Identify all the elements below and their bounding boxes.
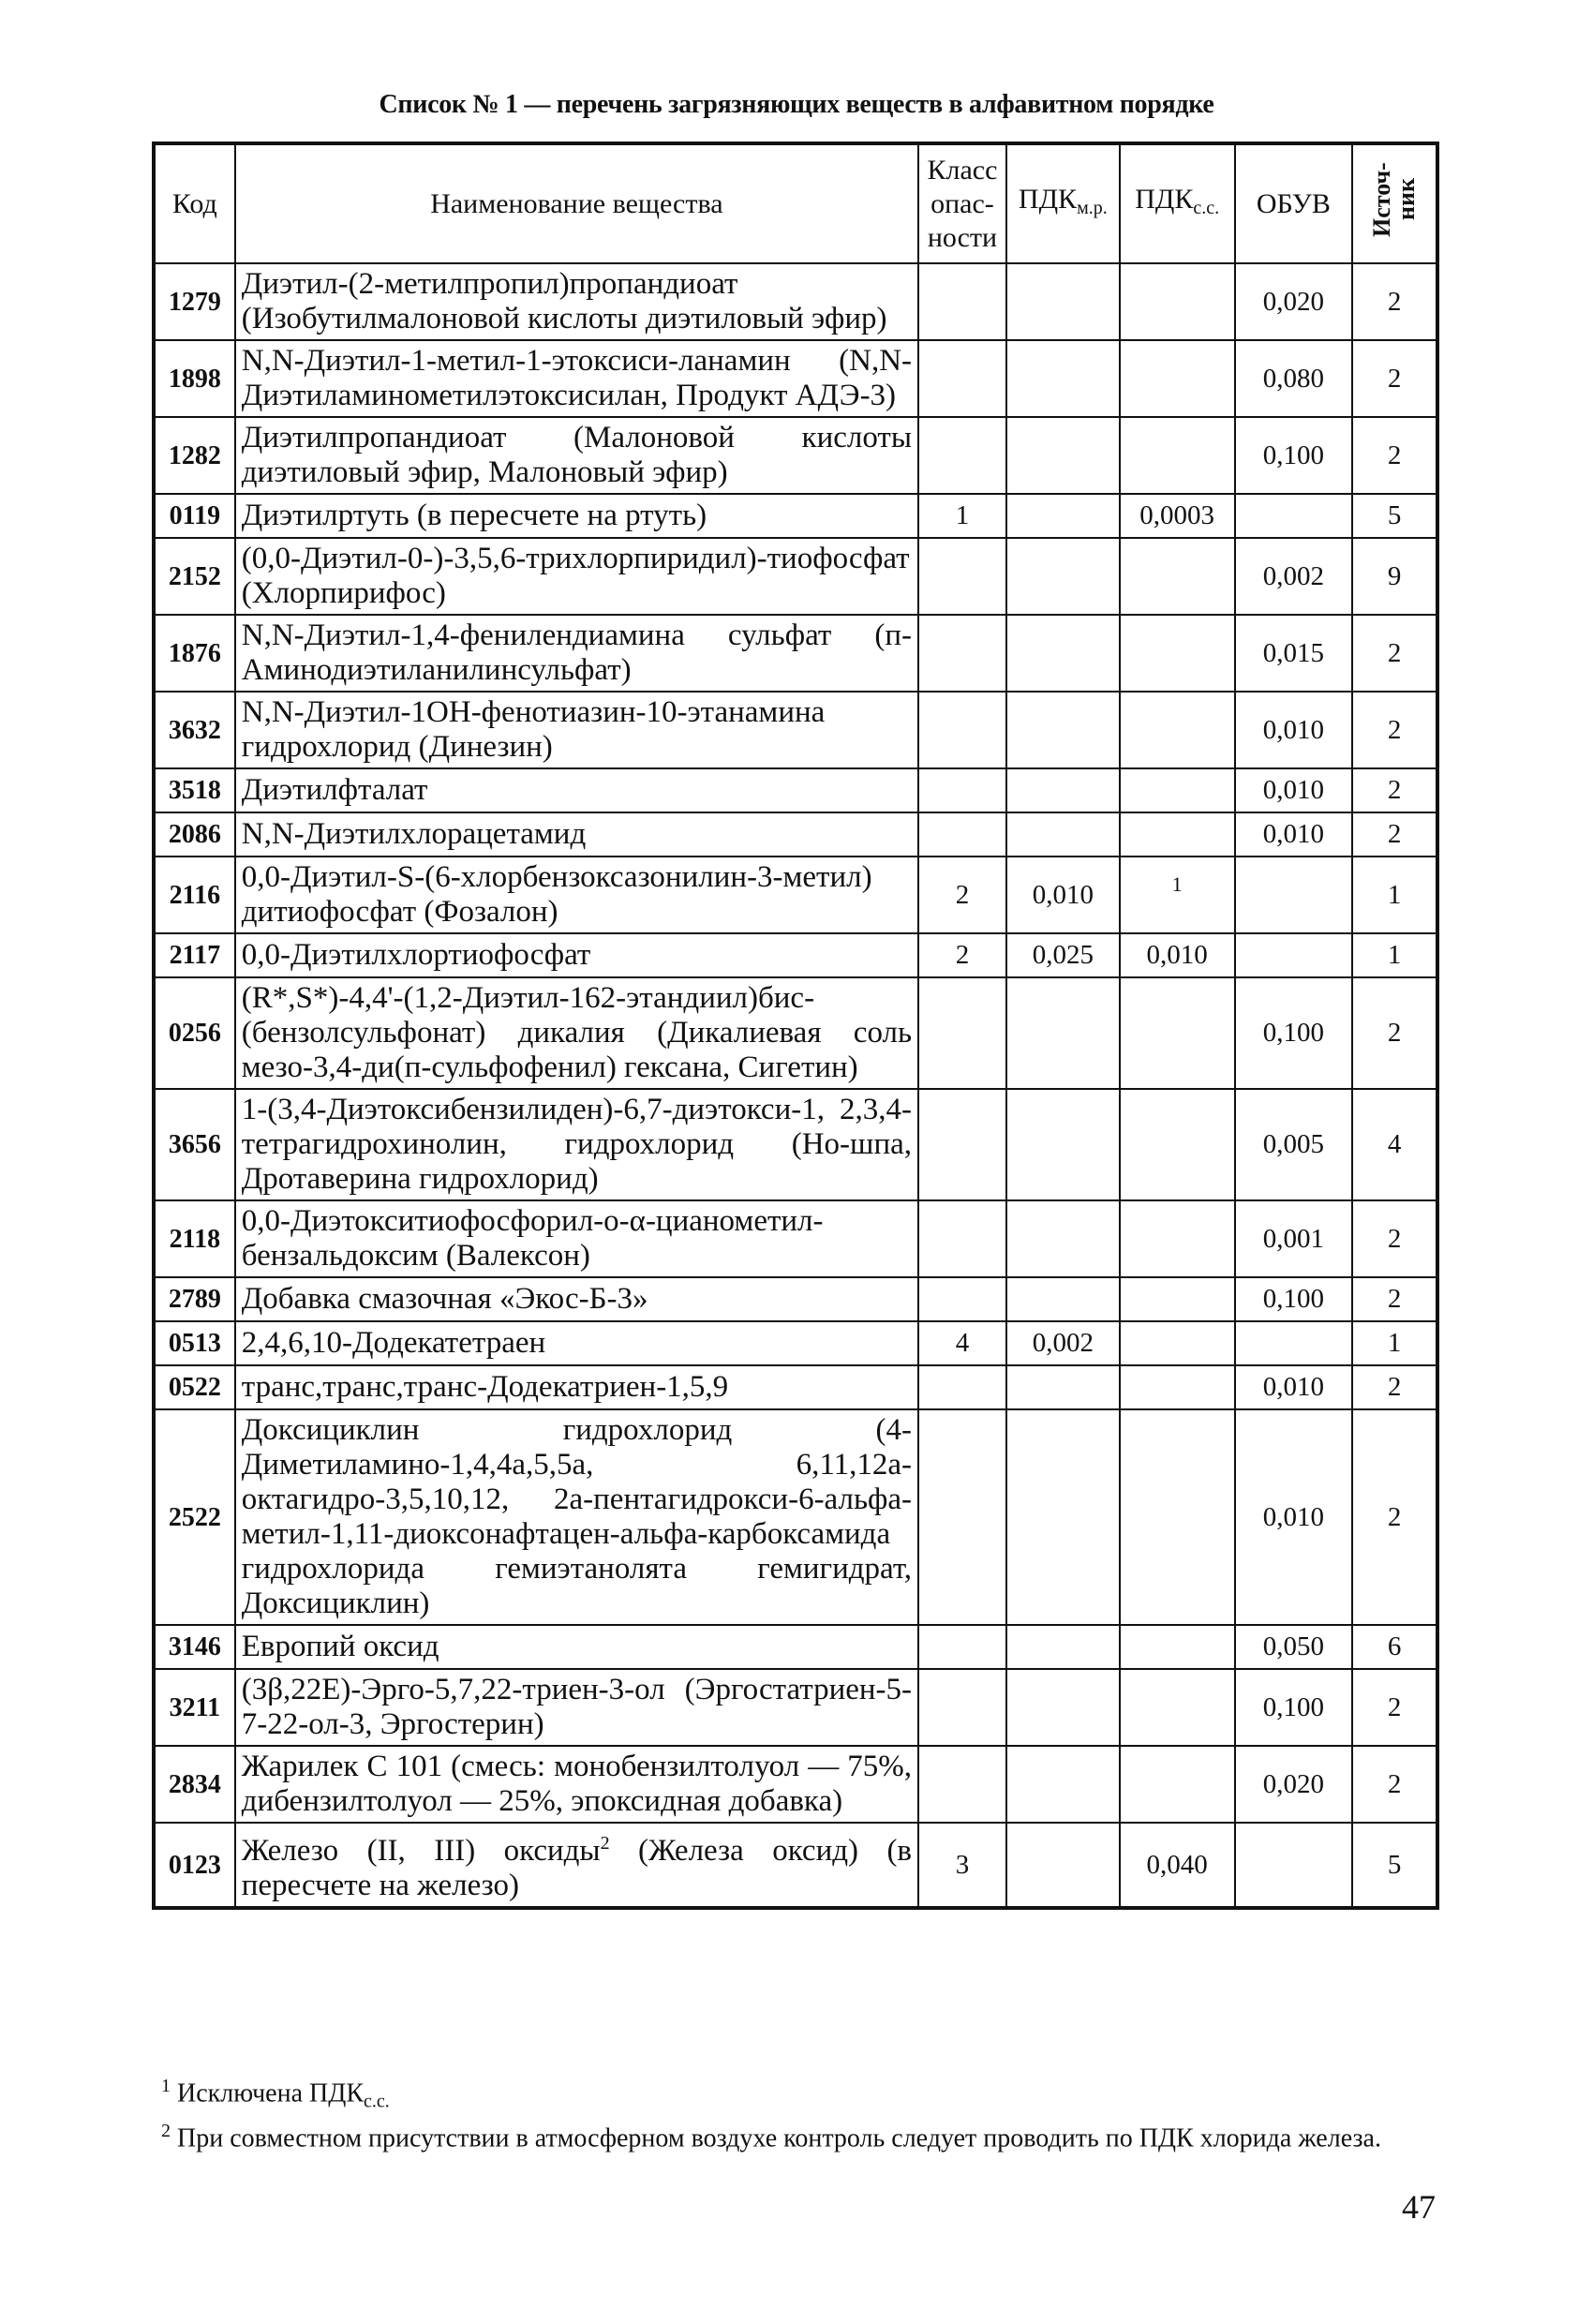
cell-code: 0119 [154,494,235,538]
footnote-1 [161,2071,1437,2116]
cell-pdk-mr [1006,494,1120,538]
cell-obuv: 0,100 [1235,417,1353,494]
cell-hazard-class [918,812,1006,857]
cell-source: 2 [1352,977,1437,1089]
cell-name-text: (Железа оксид) (в пересчете на железо) [241,1834,913,1902]
cell-name: 0,0-Диэтокситиофосфорил-о-α-цианометил-бензальдоксим (Валексон) [235,1200,918,1277]
cell-code: 2117 [154,933,235,977]
header-source-label: Источ-ник [1368,162,1421,237]
cell-hazard-class [918,538,1006,615]
cell-hazard-class [918,1409,1006,1625]
cell-name: (0,0-Диэтил-0-)-3,5,6-трихлорпиридил)-тиофосфат (Хлорпирифос) [235,538,918,615]
cell-pdk-mr: 0,025 [1006,933,1120,977]
footnote-2 [161,2116,1437,2153]
cell-obuv: 0,100 [1235,1669,1353,1746]
cell-name: N,N-Диэтил-1-метил-1-этоксиси-ланамин (N,N-Диэтиламинометилэтоксисилан, Продукт АДЭ-3) [235,340,918,417]
cell-hazard-class: 3 [918,1823,1006,1908]
table-row [154,1089,1437,1200]
cell-source: 2 [1352,768,1437,812]
cell-pdk-ss [1120,1365,1235,1409]
cell-hazard-class [918,263,1006,340]
cell-source: 2 [1352,1200,1437,1277]
cell-name: Жарилек С 101 (смесь: монобензилтолуол — 75%, дибензилтолуол — 25%, эпоксидная добавка) [235,1746,918,1823]
cell-code: 3211 [154,1669,235,1746]
pollutants-table [152,142,1439,1910]
cell-name: 1-(3,4-Диэтоксибензилиден)-6,7-диэтокси-1, 2,3,4-тетрагидрохинолин, гидрохлорид (Но-шпа, Дротаверина гидрохлорид) [235,1089,918,1200]
table-row [154,417,1437,494]
header-pdk-mr-label: ПДК [1018,184,1078,215]
page-number: 47 [1402,2188,1436,2226]
cell-code: 2118 [154,1200,235,1277]
cell-code: 1279 [154,263,235,340]
cell-name: 2,4,6,10-Додекатетраен [235,1321,918,1365]
cell-pdk-mr: 0,010 [1006,857,1120,933]
cell-pdk-mr [1006,1089,1120,1200]
cell-source: 2 [1352,417,1437,494]
cell-code: 1282 [154,417,235,494]
cell-pdk-ss [1120,1746,1235,1823]
table-row [154,812,1437,857]
cell-obuv: 0,001 [1235,1200,1353,1277]
cell-code: 2116 [154,857,235,933]
table-row [154,1669,1437,1746]
cell-pdk-ss: 1 [1120,857,1235,933]
cell-obuv: 0,100 [1235,1277,1353,1321]
cell-name: (3β,22E)-Эрго-5,7,22-триен-3-ол (Эргостатриен-5-7-22-ол-3, Эргостерин) [235,1669,918,1746]
footnote-text: При совместном присутствии в атмосферном воздухе контроль следует проводить по ПДК хлорида железа. [177,2123,1381,2153]
cell-pdk-ss [1120,1625,1235,1669]
cell-obuv: 0,010 [1235,1409,1353,1625]
cell-pdk-ss [1120,1277,1235,1321]
cell-hazard-class [918,692,1006,768]
cell-obuv [1235,1823,1353,1908]
cell-source: 5 [1352,1823,1437,1908]
table-row [154,1823,1437,1908]
table-row [154,1365,1437,1409]
cell-name: Диэтилпропандиоат (Малоновой кислоты диэтиловый эфир, Малоновый эфир) [235,417,918,494]
cell-code: 2522 [154,1409,235,1625]
cell-pdk-ss: 0,0003 [1120,494,1235,538]
table-row [154,1409,1437,1625]
cell-obuv: 0,015 [1235,615,1353,692]
cell-hazard-class [918,1277,1006,1321]
cell-pdk-ss [1120,692,1235,768]
cell-name: Диэтилртуть (в пересчете на ртуть) [235,494,918,538]
cell-pdk-ss [1120,417,1235,494]
table-row [154,857,1437,933]
cell-pdk-mr: 0,002 [1006,1321,1120,1365]
cell-pdk-mr [1006,1200,1120,1277]
cell-obuv: 0,002 [1235,538,1353,615]
cell-obuv: 0,050 [1235,1625,1353,1669]
header-code: Код [154,143,235,263]
cell-pdk-ss [1120,1200,1235,1277]
cell-pdk-ss [1120,1669,1235,1746]
cell-obuv: 0,010 [1235,768,1353,812]
cell-pdk-mr [1006,263,1120,340]
cell-pdk-ss: 0,010 [1120,933,1235,977]
cell-name: N,N-Диэтил-1ОН-фенотиазин-10-этанамина гидрохлорид (Динезин) [235,692,918,768]
cell-source: 2 [1352,812,1437,857]
cell-code: 3518 [154,768,235,812]
cell-obuv [1235,857,1353,933]
cell-hazard-class [918,1625,1006,1669]
footnote-sub: с.с. [364,2091,390,2112]
cell-code: 3146 [154,1625,235,1669]
cell-obuv [1235,933,1353,977]
cell-pdk-ss [1120,615,1235,692]
cell-pdk-ss [1120,263,1235,340]
cell-pdk-mr [1006,977,1120,1089]
page-title: Список № 1 — перечень загрязняющих веществ в алфавитном порядке [379,90,1214,119]
cell-source: 1 [1352,1321,1437,1365]
cell-pdk-mr [1006,1277,1120,1321]
cell-obuv: 0,010 [1235,692,1353,768]
cell-pdk-mr [1006,1409,1120,1625]
cell-obuv [1235,494,1353,538]
cell-code: 1876 [154,615,235,692]
cell-pdk-ss [1120,538,1235,615]
cell-hazard-class [918,340,1006,417]
cell-pdk-ss [1120,1089,1235,1200]
cell-hazard-class: 4 [918,1321,1006,1365]
table-header-row [154,143,1437,263]
table-row [154,933,1437,977]
cell-code: 3656 [154,1089,235,1200]
cell-hazard-class [918,1200,1006,1277]
cell-name: транс,транс,транс-Додекатриен-1,5,9 [235,1365,918,1409]
cell-pdk-mr [1006,768,1120,812]
cell-hazard-class: 2 [918,857,1006,933]
cell-pdk-mr [1006,1625,1120,1669]
table-row [154,340,1437,417]
cell-pdk-mr [1006,1746,1120,1823]
cell-pdk-mr [1006,1823,1120,1908]
footnote-ref: 2 [600,1833,610,1854]
cell-pdk-ss: 0,040 [1120,1823,1235,1908]
cell-obuv: 0,010 [1235,812,1353,857]
cell-pdk-ss [1120,768,1235,812]
cell-obuv: 0,020 [1235,263,1353,340]
cell-name: N,N-Диэтил-1,4-фенилендиамина сульфат (п-Аминодиэтиланилинсульфат) [235,615,918,692]
cell-code: 2789 [154,1277,235,1321]
cell-name: 0,0-Диэтил-S-(6-хлорбензоксазонилин-3-метил) дитиофосфат (Фозалон) [235,857,918,933]
cell-pdk-mr [1006,340,1120,417]
cell-code: 0123 [154,1823,235,1908]
cell-code: 2086 [154,812,235,857]
cell-name: Доксициклин гидрохлорид (4-Диметиламино-1,4,4а,5,5а, 6,11,12а-октагидро-3,5,10,12, 2а-пентагидрокси-6-альфа-метил-1,11-диоксонафтацен-альфа-карбоксамида гидрохлорида гемиэтанолята гемигидрат, Доксициклин) [235,1409,918,1625]
cell-source: 9 [1352,538,1437,615]
cell-pdk-mr [1006,417,1120,494]
table-body [154,263,1437,1908]
cell-source: 2 [1352,340,1437,417]
footnotes [161,2071,1437,2154]
cell-source: 5 [1352,494,1437,538]
table-row [154,615,1437,692]
footnote-text: Исключена ПДК [177,2078,364,2108]
table-row [154,263,1437,340]
cell-source: 1 [1352,857,1437,933]
cell-obuv: 0,100 [1235,977,1353,1089]
header-hazard-class-label: Класс опас-ности [927,154,998,253]
cell-hazard-class [918,977,1006,1089]
cell-pdk-ss [1120,812,1235,857]
cell-name-text: Железо (II, III) оксиды [241,1834,601,1868]
cell-source: 2 [1352,615,1437,692]
cell-pdk-mr [1006,538,1120,615]
cell-code: 0513 [154,1321,235,1365]
cell-name: N,N-Диэтилхлорацетамид [235,812,918,857]
cell-source: 1 [1352,933,1437,977]
table-row [154,768,1437,812]
cell-hazard-class [918,1089,1006,1200]
header-pdk-ss [1120,143,1235,263]
cell-name: Диэтил-(2-метилпропил)пропандиоат (Изобутилмалоновой кислоты диэтиловый эфир) [235,263,918,340]
cell-name: 0,0-Диэтилхлортиофосфат [235,933,918,977]
header-hazard-class [918,143,1006,263]
cell-source: 4 [1352,1089,1437,1200]
cell-source: 2 [1352,263,1437,340]
cell-hazard-class [918,615,1006,692]
cell-code: 2834 [154,1746,235,1823]
header-name: Наименование вещества [235,143,918,263]
table-row [154,1277,1437,1321]
footnote-mark: 2 [161,2121,171,2142]
header-pdk-ss-label: ПДК [1135,184,1194,215]
cell-hazard-class [918,768,1006,812]
cell-source: 2 [1352,1277,1437,1321]
header-pdk-ss-sub: с.с. [1193,198,1220,218]
cell-pdk-ss [1120,1321,1235,1365]
table-row [154,1200,1437,1277]
header-source [1352,143,1437,263]
cell-code: 1898 [154,340,235,417]
cell-pdk-ss [1120,977,1235,1089]
cell-hazard-class [918,1746,1006,1823]
cell-hazard-class [918,1365,1006,1409]
cell-code: 2152 [154,538,235,615]
cell-name [235,1823,918,1908]
table-row [154,1746,1437,1823]
table-row [154,494,1437,538]
cell-name: (R*,S*)-4,4'-(1,2-Диэтил-162-этандиил)бис-(бензолсульфонат) дикалия (Дикалиевая соль мезо-3,4-ди(п-сульфофенил) гексана, Сигетин) [235,977,918,1089]
cell-pdk-mr [1006,812,1120,857]
cell-code: 0256 [154,977,235,1089]
cell-source: 2 [1352,1365,1437,1409]
cell-code: 0522 [154,1365,235,1409]
table-row [154,1321,1437,1365]
cell-pdk-mr [1006,1669,1120,1746]
cell-hazard-class [918,417,1006,494]
cell-source: 2 [1352,692,1437,768]
header-pdk-mr-sub: м.р. [1077,198,1108,218]
header-pdk-mr [1006,143,1120,263]
cell-pdk-mr [1006,692,1120,768]
footnote-mark: 1 [161,2076,171,2096]
cell-obuv: 0,005 [1235,1089,1353,1200]
cell-hazard-class [918,1669,1006,1746]
cell-source: 2 [1352,1409,1437,1625]
cell-obuv: 0,080 [1235,340,1353,417]
cell-hazard-class: 1 [918,494,1006,538]
cell-obuv: 0,010 [1235,1365,1353,1409]
cell-obuv: 0,020 [1235,1746,1353,1823]
cell-pdk-mr [1006,1365,1120,1409]
cell-obuv [1235,1321,1353,1365]
table-row [154,538,1437,615]
cell-source: 2 [1352,1746,1437,1823]
cell-name: Европий оксид [235,1625,918,1669]
cell-pdk-ss [1120,1409,1235,1625]
cell-code: 3632 [154,692,235,768]
cell-name: Диэтилфталат [235,768,918,812]
table-row [154,692,1437,768]
table-row [154,977,1437,1089]
cell-pdk-ss [1120,340,1235,417]
cell-hazard-class: 2 [918,933,1006,977]
header-obuv: ОБУВ [1235,143,1353,263]
table-row [154,1625,1437,1669]
cell-source: 6 [1352,1625,1437,1669]
cell-name: Добавка смазочная «Экос-Б-3» [235,1277,918,1321]
cell-source: 2 [1352,1669,1437,1746]
cell-pdk-mr [1006,615,1120,692]
